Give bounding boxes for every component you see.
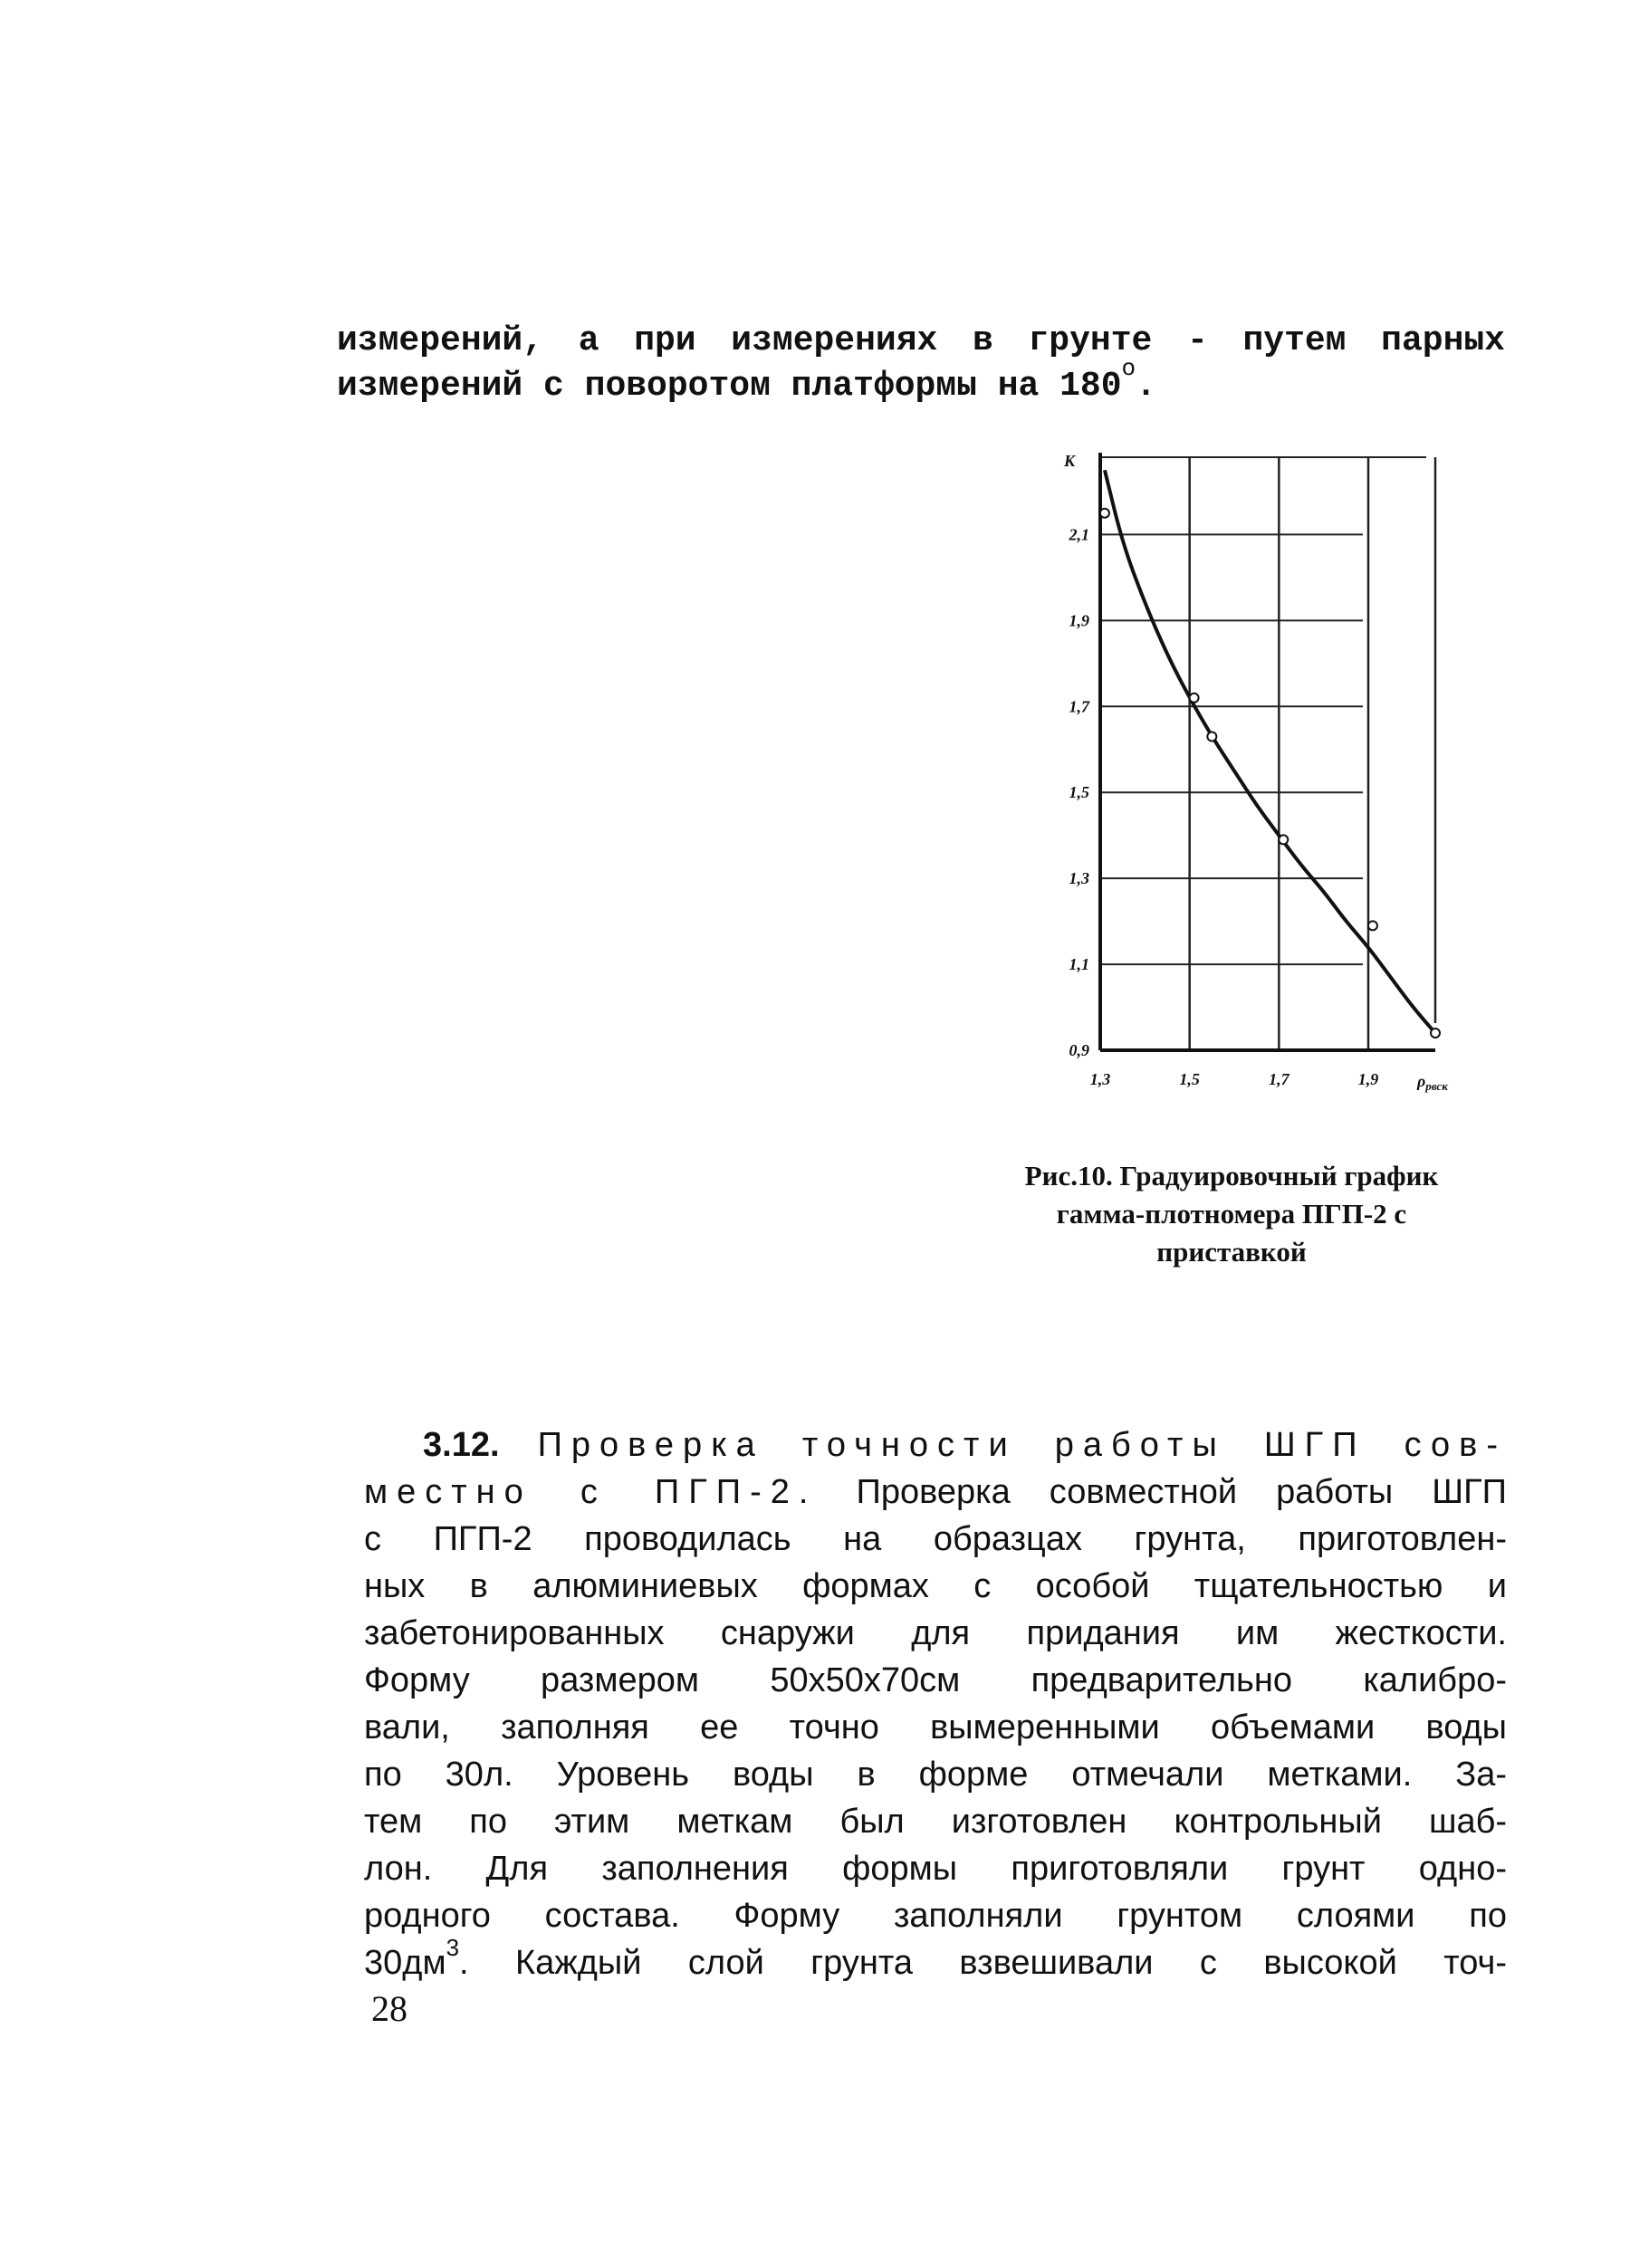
data-points: [1100, 509, 1440, 1038]
y-tick-label: 1,3: [1069, 869, 1089, 888]
degree-sign: о: [1121, 355, 1136, 382]
chart-ticks: [1069, 525, 1379, 1088]
section-line-6: Форму размером 50х50х70см предварительно калибро-: [364, 1661, 1507, 1699]
y-tick-label: 1,7: [1069, 697, 1089, 716]
x-tick-label: 1,7: [1269, 1070, 1289, 1088]
figure-caption: [978, 1157, 1485, 1271]
page-number: 28: [371, 1988, 407, 2029]
y-axis-label: К: [1064, 452, 1076, 470]
section-line-12-post: . Каждый слой грунта взвешивали с высокой точ-: [459, 1944, 1507, 1982]
data-point: [1431, 1029, 1440, 1038]
x-tick-label: 1,9: [1357, 1070, 1379, 1088]
y-tick-label: 1,1: [1069, 955, 1089, 974]
section-line-12: [364, 1934, 1507, 1986]
section-line-8: по 30л. Уровень воды в форме отмечали метками. За-: [364, 1756, 1507, 1794]
x-tick-label: 1,3: [1089, 1070, 1111, 1088]
section-line-11: родного состава. Форму заполняли грунтом слоями по: [364, 1897, 1507, 1935]
section-number: 3.12.: [423, 1426, 500, 1464]
section-line-2: [364, 1469, 1507, 1516]
section-line-10: лон. Для заполнения формы приготовляли грунт одно-: [364, 1850, 1507, 1888]
intro-line-2-text: измерений с поворотом платформы на 180: [337, 367, 1122, 406]
section-title-part-2: местно с ПГП-2.: [364, 1473, 818, 1511]
data-point: [1100, 509, 1109, 518]
chart-axes: [1100, 453, 1435, 1050]
section-line-2-text: Проверка совместной работы ШГП: [817, 1473, 1507, 1511]
section-line-3: с ПГП-2 проводилась на образцах грунта, приготовлен-: [364, 1520, 1507, 1558]
section-line-5: забетонированных снаружи для придания им жесткости.: [364, 1614, 1507, 1652]
y-tick-label: 1,5: [1069, 783, 1089, 802]
calibration-chart: [1050, 444, 1467, 1105]
y-tick-label: 0,9: [1069, 1041, 1089, 1059]
caption-line-1: Рис.10. Градуировочный график: [1024, 1160, 1439, 1191]
section-line-12-pre: 30дм: [364, 1944, 446, 1982]
calibration-curve: [1105, 470, 1435, 1033]
intro-paragraph: [337, 319, 1505, 409]
data-point: [1190, 694, 1199, 703]
caption-line-2: гамма-плотномера ПГП-2 с: [1056, 1198, 1407, 1230]
section-title-part-1: Проверка точности работы ШГП сов-: [499, 1426, 1507, 1464]
section-line-7: вали, заполняя ее точно вымеренными объемами воды: [364, 1708, 1507, 1746]
x-axis-label-sub: рвск: [1425, 1079, 1448, 1093]
section-line-4: ных в алюминиевых формах с особой тщательностью и: [364, 1567, 1507, 1605]
caption-line-3: приставкой: [1156, 1236, 1307, 1268]
intro-line-1: измерений, а при измерениях в грунте - путем парных: [337, 321, 1505, 360]
data-point: [1368, 921, 1377, 930]
x-tick-label: 1,5: [1179, 1070, 1200, 1088]
section-line-1: [364, 1421, 1507, 1469]
data-point: [1207, 732, 1216, 742]
data-point: [1279, 835, 1288, 844]
intro-line-2: [337, 355, 1505, 409]
cube-superscript: 3: [446, 1934, 460, 1961]
x-axis-label-main: ρ: [1417, 1072, 1426, 1090]
intro-line-2-end: .: [1136, 367, 1156, 406]
y-tick-label: 2,1: [1069, 525, 1089, 544]
y-tick-label: 1,9: [1069, 611, 1089, 630]
chart-grid: [1100, 457, 1435, 1050]
section-paragraph: [364, 1421, 1507, 1986]
x-axis-label: [1416, 1072, 1448, 1093]
section-line-9: тем по этим меткам был изготовлен контрольный шаб-: [364, 1803, 1507, 1841]
